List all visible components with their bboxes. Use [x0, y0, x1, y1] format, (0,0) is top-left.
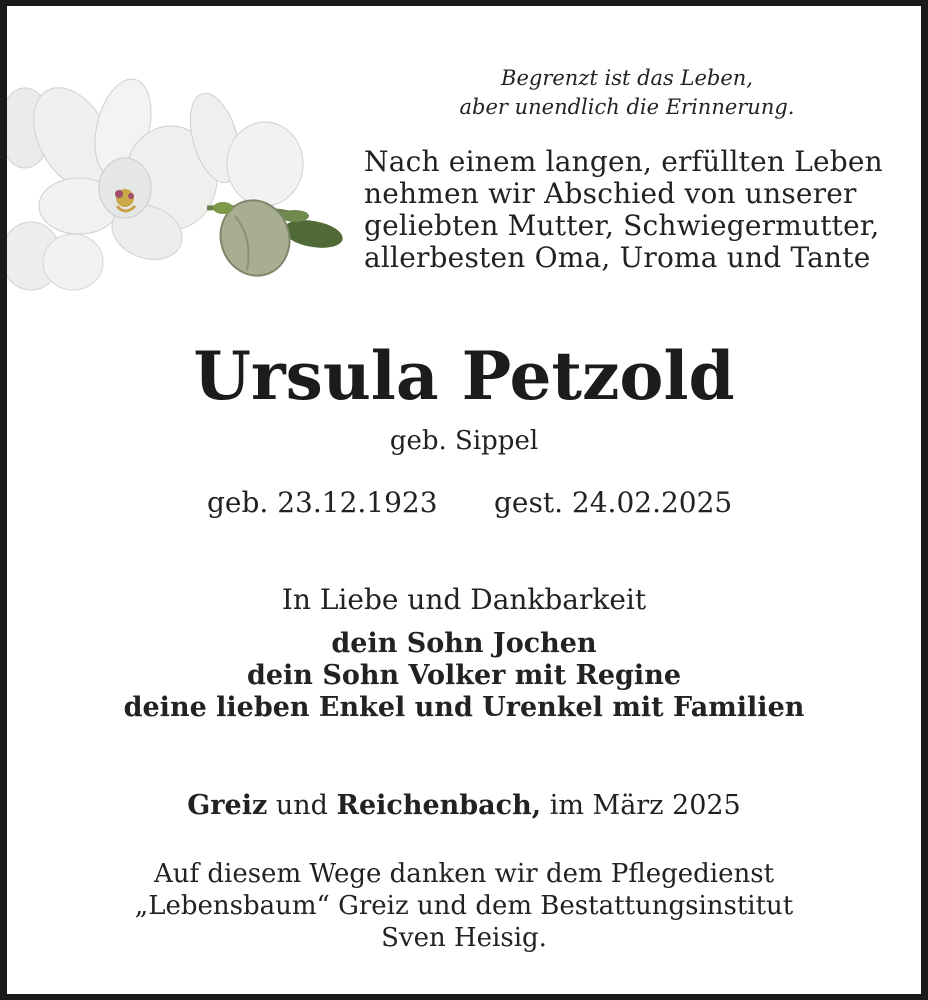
intro-line: geliebten Mutter, Schwiegermutter, — [364, 209, 880, 242]
motto — [427, 64, 827, 122]
motto-line: Begrenzt ist das Leben, — [501, 66, 753, 90]
intro-line: Nach einem langen, erfüllten Leben — [364, 145, 883, 178]
motto-line: aber unendlich die Erinnerung. — [459, 95, 795, 119]
mourner: dein Sohn Volker mit Regine — [246, 660, 682, 691]
place-date: im März 2025 — [541, 790, 741, 821]
mourner: deine lieben Enkel und Urenkel mit Familien — [123, 692, 805, 723]
thanks-line: „Lebensbaum“ Greiz und dem Bestattungsinstitut — [134, 891, 794, 921]
thanks-line: Sven Heisig. — [381, 923, 547, 953]
place-connector: und — [267, 790, 337, 821]
maiden-name: geb. Sippel — [389, 426, 539, 456]
thanks-line: Auf diesem Wege danken wir dem Pflegedienst — [153, 859, 775, 889]
place-city: Reichenbach, — [336, 790, 542, 821]
deceased-name: Ursula Petzold — [193, 337, 735, 415]
intro-line: nehmen wir Abschied von unserer — [364, 177, 857, 210]
thanks-note — [7, 858, 921, 954]
orchid-image — [7, 66, 347, 298]
mourners-list — [7, 628, 921, 724]
birth-date: geb. 23.12.1923 — [207, 486, 438, 519]
mourning-intro: In Liebe und Dankbarkeit — [281, 583, 647, 616]
death-date: gest. 24.02.2025 — [494, 486, 733, 519]
mourner: dein Sohn Jochen — [331, 628, 597, 659]
place-city: Greiz — [187, 790, 268, 821]
intro-line: allerbesten Oma, Uroma und Tante — [364, 241, 871, 274]
intro-text — [364, 146, 884, 274]
place-and-date — [7, 788, 921, 824]
